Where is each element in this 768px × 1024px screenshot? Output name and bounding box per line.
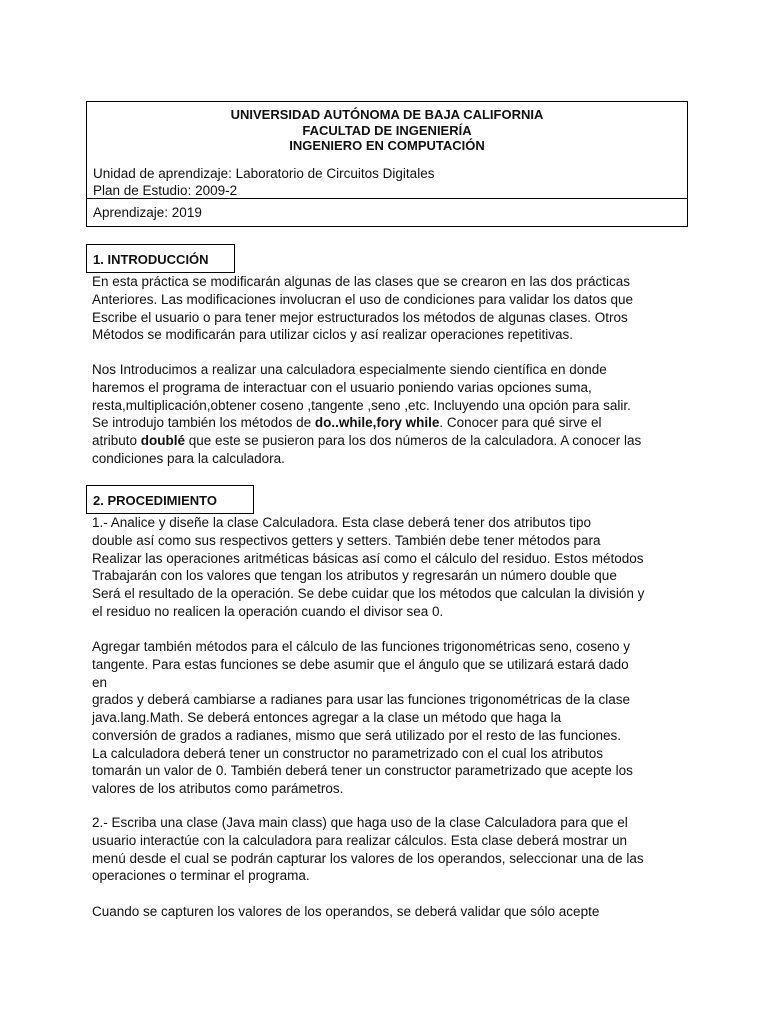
text-line: valores de los atributos como parámetros. (92, 781, 344, 796)
procedure-paragraph-1 (92, 514, 688, 621)
text-line: double así como sus respectivos getters y setters. También debe tener métodos para (92, 532, 601, 548)
text-line: Métodos se modificarán para utilizar ciclos y así realizar operaciones repetitivas. (92, 327, 573, 343)
text-fragment: que este se pusieron para los dos números de la calculadora. A conocer las (185, 433, 642, 448)
text-line (92, 414, 688, 432)
procedure-paragraph-3 (92, 814, 688, 885)
text-line: Nos Introducimos a realizar una calculadora especialmente siendo científica en donde (92, 362, 607, 377)
text-fragment: atributo (92, 433, 141, 448)
text-fragment: . Conocer para qué sirve el (439, 415, 602, 431)
intro-paragraph-1 (92, 273, 688, 344)
bold-keywords: do..while,fory while (314, 415, 440, 431)
text-line: Escribe el usuario o para tener mejor estructurados los métodos de algunas clases. Otros (92, 309, 628, 325)
intro-heading: 1. INTRODUCCIÓN (86, 244, 235, 273)
intro-paragraph-2 (92, 361, 688, 468)
text-line: 2.- Escriba una clase (Java main class) que haga uso de la clase Calculadora para que el (92, 815, 628, 830)
text-line: Trabajarán con los valores que tengan los atributos y regresarán un número double que (92, 568, 617, 584)
university-name: UNIVERSIDAD AUTÓNOMA DE BAJA CALIFORNIA (230, 107, 544, 122)
text-line: java.lang.Math. Se deberá entonces agregar a la clase un método que haga la (92, 710, 562, 725)
text-line: tangente. Para estas funciones se debe asumir que el ángulo que se utilizará estará dado (92, 656, 629, 672)
text-line: Realizar las operaciones aritméticas básicas así como el cálculo del residuo. Estos métodos (92, 550, 644, 566)
procedure-paragraph-4 (92, 903, 688, 921)
header-divider (87, 198, 687, 199)
text-line (92, 432, 688, 450)
learning-unit: Unidad de aprendizaje: Laboratorio de Circuitos Digitales (93, 166, 435, 181)
text-line: usuario interactúe con la calculadora para realizar cálculos. Esta clase deberá mostrar un (92, 832, 628, 848)
course-info (93, 165, 434, 199)
header-box (86, 101, 688, 227)
text-line: La calculadora deberá tener un constructor no parametrizado con el cual los atributos (92, 745, 604, 761)
text-fragment: Se introdujo también los métodos de (92, 415, 315, 431)
procedure-paragraph-2 (92, 638, 688, 798)
text-line: resta,multiplicación,obtener coseno ,tangente ,seno ,etc. Incluyendo una opción para salir. (92, 397, 631, 413)
text-line: 1.- Analice y diseñe la clase Calculadora. Esta clase deberá tener dos atributos tipo (92, 515, 592, 530)
program-name: INGENIERO EN COMPUTACIÓN (289, 138, 485, 153)
text-line: condiciones para la calculadora. (92, 450, 285, 466)
text-line: Anteriores. Las modificaciones involucran el uso de condiciones para validar los datos que (92, 291, 634, 307)
text-line: Agregar también métodos para el cálculo de las funciones trigonométricas seno, coseno y (92, 639, 631, 654)
institution-block (87, 102, 687, 154)
text-line: haremos el programa de interactuar con el usuario poniendo varias opciones suma, (92, 379, 592, 395)
text-line: conversión de grados a radianes, mismo que será utilizado por el resto de las funciones. (92, 727, 622, 743)
text-line: grados y deberá cambiarse a radianes para usar las funciones trigonométricas de la clase (92, 692, 631, 708)
study-plan: Plan de Estudio: 2009-2 (93, 183, 238, 198)
text-line: Será el resultado de la operación. Se debe cuidar que los métodos que calculan la división y (92, 586, 645, 601)
text-line: En esta práctica se modificarán algunas de las clases que se crearon en las dos prácticas (92, 274, 631, 289)
text-line: Cuando se capturen los valores de los operandos, se deberá validar que sólo acepte (92, 904, 600, 919)
procedure-heading: 2. PROCEDIMIENTO (86, 485, 254, 514)
text-line: en (92, 674, 108, 690)
text-line: el residuo no realicen la operación cuando el divisor sea 0. (92, 603, 444, 619)
learning-year: Aprendizaje: 2019 (93, 205, 202, 220)
bold-keyword: doublé (140, 433, 186, 448)
faculty-name: FACULTAD DE INGENIERÍA (302, 122, 472, 138)
text-line: operaciones o terminar el programa. (92, 868, 310, 884)
text-line: tomarán un valor de 0. También deberá tener un constructor parametrizado que acepte los (92, 763, 633, 779)
text-line: menú desde el cual se podrán capturar los valores de los operandos, seleccionar una de las (92, 850, 644, 866)
